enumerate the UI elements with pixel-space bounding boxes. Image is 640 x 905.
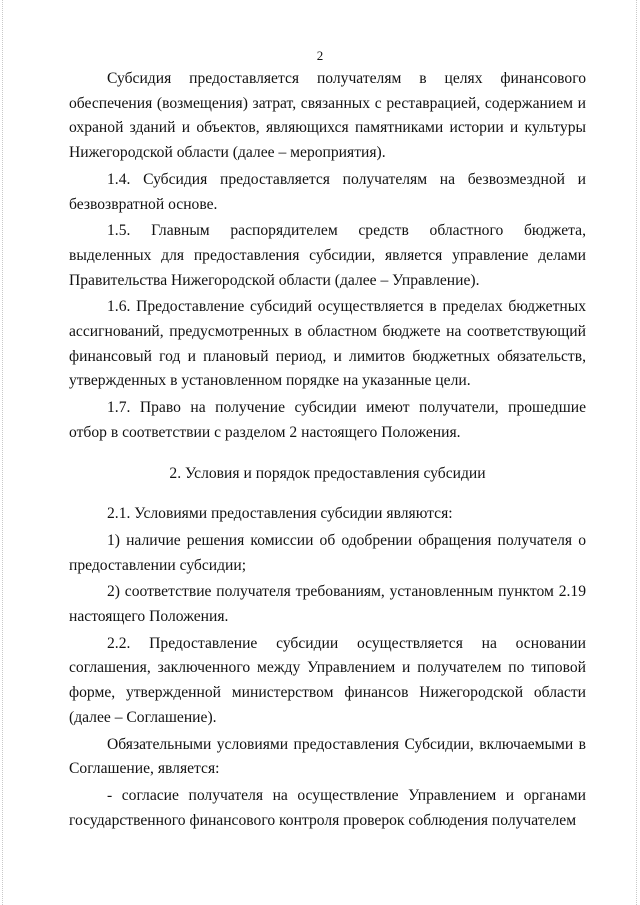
paragraph-2-1: 2.1. Условиями предоставления субсидии являются: [107, 505, 453, 523]
paragraph-consent: - согласие получателя на осуществление Управлением и органами государственного финансового контроля проверок соблюдения получателем [69, 786, 586, 829]
paragraph-2-2: 2.2. Предоставление субсидии осуществляется на основании соглашения, заключенного между Управлением и получателем по типовой форме, утвержденной министерством финансов Нижегородской области (далее – Соглашение). [69, 634, 586, 726]
page-edge-right [636, 0, 638, 905]
page-edge-left [2, 0, 4, 905]
paragraph-2-1-item-1: 1) наличие решения комиссии об одобрении обращения получателя о предоставлении субсидии; [69, 531, 586, 574]
document-body [69, 67, 586, 835]
paragraph-1-4: 1.4. Субсидия предоставляется получателям на безвозмездной и безвозвратной основе. [69, 170, 586, 213]
paragraph-intro: Субсидия предоставляется получателям в целях финансового обеспечения (возмещения) затрат, связанных с реставрацией, содержанием и охраной зданий и объектов, являющихся памятниками истории и культуры Нижегородской области (далее – мероприятия). [69, 70, 586, 162]
paragraph-1-7: 1.7. Право на получение субсидии имеют получатели, прошедшие отбор в соответствии с разделом 2 настоящего Положения. [69, 399, 586, 441]
page-number: 2 [316, 48, 324, 63]
section-heading: 2. Условия и порядок предоставления субсидии [169, 464, 486, 482]
paragraph-obligatory-conditions: Обязательными условиями предоставления Субсидии, включаемыми в Соглашение, является: [69, 735, 586, 778]
paragraph-1-5: 1.5. Главным распорядителем средств областного бюджета, выделенных для предоставления субсидии, является управление делами Правительства Нижегородской области (далее – Управление). [69, 222, 586, 289]
paragraph-1-6: 1.6. Предоставление субсидий осуществляется в пределах бюджетных ассигнований, предусмотренных в областном бюджете на соответствующий финансовый год и плановый период, и лимитов бюджетных обязательств, утвержденных в установленном порядке на указанные цели. [69, 298, 586, 390]
paragraph-2-1-item-2: 2) соответствие получателя требованиям, установленным пунктом 2.19 настоящего Положения. [69, 583, 586, 626]
